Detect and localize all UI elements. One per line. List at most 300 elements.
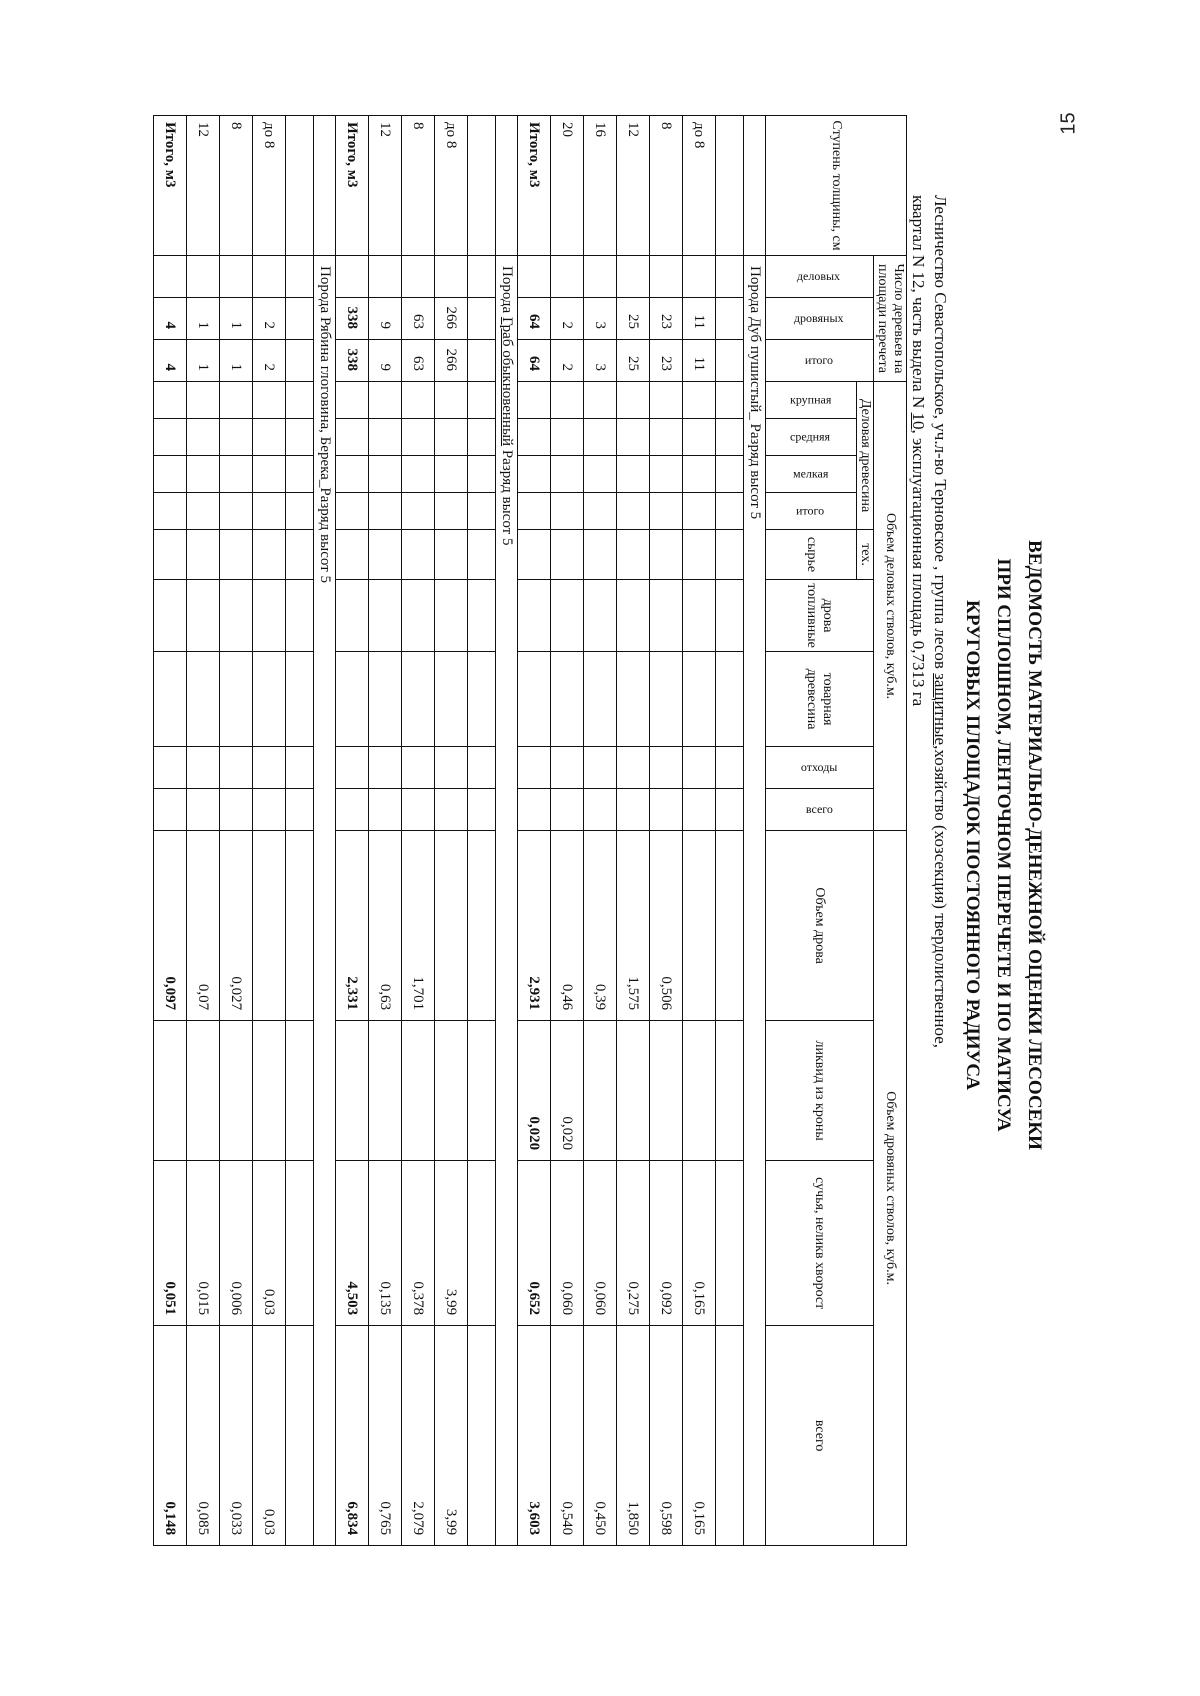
- cell-vsego: 0,033: [219, 1326, 252, 1546]
- cell-drovyanykh: 23: [649, 298, 682, 340]
- empty-cell: [467, 256, 495, 298]
- cell-likvid: [368, 1021, 401, 1161]
- cell-likvid: [401, 1021, 434, 1161]
- header-tovarnaya: товарная древесина: [765, 652, 873, 747]
- header-syrye: сырье: [765, 530, 856, 580]
- table-row: [401, 116, 434, 1546]
- empty-cell: [649, 789, 682, 831]
- header-suchya: сучья, неликв хворост: [765, 1161, 873, 1326]
- cell-drovyanykh: 25: [616, 298, 649, 340]
- cell-delovykh: [252, 256, 285, 298]
- empty-cell: [252, 493, 285, 530]
- cell-drovyanykh: 1: [219, 298, 252, 340]
- empty-cell: [401, 789, 434, 831]
- header-vol-drovyanykh: Объем дровяных стволов, куб.м.: [873, 831, 906, 1546]
- empty-cell: [616, 747, 649, 789]
- empty-cell: [153, 789, 186, 831]
- header-delovaya: Деловая древесина: [856, 382, 873, 530]
- cell-suchya: 4,503: [335, 1161, 368, 1326]
- table-row: [682, 116, 715, 1546]
- empty-cell: [153, 747, 186, 789]
- empty-cell: [715, 456, 743, 493]
- species-row: [313, 116, 335, 1546]
- empty-cell: [517, 419, 550, 456]
- empty-cell: [285, 256, 313, 298]
- cell-drovyanykh: 2: [550, 298, 583, 340]
- meta-line-1: Лесничество Севастопольское, уч.л-во Терновское , группа лесов защитные,хозяйство (хозсекция) твердолиственное,: [931, 195, 950, 1049]
- empty-cell: [186, 652, 219, 747]
- header-row-1: [873, 116, 906, 1546]
- cell-suchya: 0,378: [401, 1161, 434, 1326]
- empty-cell: [682, 493, 715, 530]
- cell-likvid: [186, 1021, 219, 1161]
- empty-cell: [682, 530, 715, 580]
- empty-cell: [434, 747, 467, 789]
- species-label: [313, 256, 335, 1546]
- spacer-row: [715, 116, 743, 1546]
- cell-drovyanykh: 63: [401, 298, 434, 340]
- empty-cell: [715, 530, 743, 580]
- cell-suchya: 0,006: [219, 1161, 252, 1326]
- empty-cell: [616, 493, 649, 530]
- empty-cell: [186, 456, 219, 493]
- empty-cell: [583, 652, 616, 747]
- empty-cell: [550, 530, 583, 580]
- cell-delovykh: [368, 256, 401, 298]
- species-prefix: Порода: [746, 266, 763, 317]
- cell-obem-drova: 0,097: [153, 831, 186, 1021]
- cell-vsego: 2,079: [401, 1326, 434, 1546]
- empty-cell: [285, 831, 313, 1021]
- cell-vsego: 6,834: [335, 1326, 368, 1546]
- empty-cell: [715, 789, 743, 831]
- header-vol-delovykh: Объем деловых стволов, куб.м.: [873, 382, 906, 831]
- empty-cell: [368, 530, 401, 580]
- header-srednyaya: средняя: [765, 419, 856, 456]
- species-prefix: Порода: [498, 266, 515, 317]
- cell-likvid: [616, 1021, 649, 1161]
- cell-obem-drova: 0,46: [550, 831, 583, 1021]
- empty-cell: [285, 1161, 313, 1326]
- empty-cell: [401, 456, 434, 493]
- cell-delovykh: [186, 256, 219, 298]
- empty-cell: [186, 580, 219, 652]
- cell-likvid: [335, 1021, 368, 1161]
- empty-cell: [434, 652, 467, 747]
- species-prefix: Порода: [316, 266, 333, 317]
- cell-step: 8: [649, 116, 682, 256]
- empty-cell: [434, 419, 467, 456]
- cell-drovyanykh: 338: [335, 298, 368, 340]
- empty-cell: [583, 747, 616, 789]
- header-drovyanykh: дровяных: [765, 298, 873, 340]
- spacer-row: [467, 116, 495, 1546]
- empty-cell: [715, 747, 743, 789]
- species-name: Граб обыкновенный: [498, 316, 515, 447]
- empty-cell: [368, 747, 401, 789]
- cell-delovykh: [649, 256, 682, 298]
- empty-cell: [715, 831, 743, 1021]
- empty-cell: [434, 580, 467, 652]
- empty-cell: [153, 530, 186, 580]
- cell-obem-drova: 0,63: [368, 831, 401, 1021]
- empty-cell: [335, 652, 368, 747]
- empty-cell: [715, 298, 743, 340]
- cell-likvid: 0,020: [550, 1021, 583, 1161]
- meta-line-2: квартал N 12, часть выдела N 10, эксплуатационная площадь 0,7313 га: [909, 195, 928, 707]
- cell-step: 12: [186, 116, 219, 256]
- page-number: 15: [1057, 112, 1080, 135]
- empty-cell: [368, 382, 401, 419]
- empty-cell: [682, 456, 715, 493]
- empty-cell: [517, 530, 550, 580]
- table-row: [252, 116, 285, 1546]
- empty-cell: [467, 831, 495, 1021]
- cell-vsego: 0,765: [368, 1326, 401, 1546]
- empty-cell: [715, 340, 743, 382]
- cell-likvid: 0,020: [517, 1021, 550, 1161]
- empty-cell: [583, 580, 616, 652]
- species-label: [495, 256, 517, 1546]
- cell-itogo: 1: [219, 340, 252, 382]
- empty-cell: [583, 530, 616, 580]
- cell-likvid: [153, 1021, 186, 1161]
- empty-cell: [285, 580, 313, 652]
- valuation-table: [153, 115, 907, 1546]
- cell-step: 12: [368, 116, 401, 256]
- empty-cell: [682, 789, 715, 831]
- empty-cell: [252, 580, 285, 652]
- cell-obem-drova: 0,027: [219, 831, 252, 1021]
- empty-cell: [186, 789, 219, 831]
- cell-suchya: 0,015: [186, 1161, 219, 1326]
- empty-cell: [335, 419, 368, 456]
- species-empty-cell: [495, 116, 517, 256]
- empty-cell: [153, 382, 186, 419]
- cell-obem-drova: 2,331: [335, 831, 368, 1021]
- species-row: [743, 116, 765, 1546]
- cell-drovyanykh: 2: [252, 298, 285, 340]
- cell-suchya: 0,051: [153, 1161, 186, 1326]
- empty-cell: [186, 382, 219, 419]
- empty-cell: [401, 652, 434, 747]
- empty-cell: [467, 789, 495, 831]
- empty-cell: [517, 456, 550, 493]
- empty-cell: [368, 580, 401, 652]
- cell-obem-drova: [252, 831, 285, 1021]
- empty-cell: [715, 382, 743, 419]
- cell-delovykh: [153, 256, 186, 298]
- empty-cell: [153, 580, 186, 652]
- empty-cell: [219, 493, 252, 530]
- empty-cell: [153, 493, 186, 530]
- empty-cell: [715, 1161, 743, 1326]
- empty-cell: [285, 419, 313, 456]
- empty-cell: [401, 382, 434, 419]
- cell-itogo: 63: [401, 340, 434, 382]
- total-row: [153, 116, 186, 1546]
- header-vsego: всего: [765, 789, 873, 831]
- cell-itogo: 2: [550, 340, 583, 382]
- cell-suchya: 0,165: [682, 1161, 715, 1326]
- header-obem-drova: Объем дрова: [765, 831, 873, 1021]
- empty-cell: [616, 580, 649, 652]
- cell-step: 8: [219, 116, 252, 256]
- empty-cell: [153, 456, 186, 493]
- empty-cell: [219, 456, 252, 493]
- cell-likvid: [583, 1021, 616, 1161]
- empty-cell: [715, 1021, 743, 1161]
- empty-cell: [434, 530, 467, 580]
- cell-suchya: 0,652: [517, 1161, 550, 1326]
- empty-cell: [252, 530, 285, 580]
- empty-cell: [467, 419, 495, 456]
- empty-cell: [219, 530, 252, 580]
- empty-cell: [467, 1161, 495, 1326]
- empty-cell: [368, 493, 401, 530]
- empty-cell: [550, 382, 583, 419]
- table-row: [583, 116, 616, 1546]
- header-likvid: ликвид из кроны: [765, 1021, 873, 1161]
- table-row: [219, 116, 252, 1546]
- empty-cell: [434, 382, 467, 419]
- empty-cell: [715, 256, 743, 298]
- total-row: [517, 116, 550, 1546]
- cell-likvid: [682, 1021, 715, 1161]
- species-row: [495, 116, 517, 1546]
- empty-cell: [649, 580, 682, 652]
- cell-obem-drova: 0,39: [583, 831, 616, 1021]
- total-row: [335, 116, 368, 1546]
- empty-cell: [368, 419, 401, 456]
- empty-cell: [186, 530, 219, 580]
- empty-cell: [368, 456, 401, 493]
- empty-cell: [467, 1326, 495, 1546]
- empty-cell: [649, 652, 682, 747]
- species-suffix: Разряд высот 5: [316, 487, 333, 583]
- empty-cell: [583, 456, 616, 493]
- empty-cell: [467, 652, 495, 747]
- empty-cell: [550, 493, 583, 530]
- empty-cell: [583, 382, 616, 419]
- empty-cell: [335, 493, 368, 530]
- empty-cell: [715, 493, 743, 530]
- empty-cell: [616, 382, 649, 419]
- cell-suchya: 0,060: [583, 1161, 616, 1326]
- table-row: [434, 116, 467, 1546]
- header-itogo: итого: [765, 340, 873, 382]
- cell-itogo: 11: [682, 340, 715, 382]
- cell-likvid: [649, 1021, 682, 1161]
- empty-cell: [467, 298, 495, 340]
- empty-cell: [649, 747, 682, 789]
- empty-cell: [550, 789, 583, 831]
- empty-cell: [715, 419, 743, 456]
- cell-delovykh: [219, 256, 252, 298]
- header-trees-count: Число деревьев на площади перечета: [873, 256, 906, 382]
- empty-cell: [368, 789, 401, 831]
- cell-vsego: 1,850: [616, 1326, 649, 1546]
- cell-suchya: 0,060: [550, 1161, 583, 1326]
- spacer-row: [285, 116, 313, 1546]
- empty-cell: [285, 456, 313, 493]
- rotated-document: [162, 105, 1050, 1585]
- empty-cell: [517, 652, 550, 747]
- header-step: Ступень толщины, см: [765, 116, 906, 256]
- empty-cell: [252, 747, 285, 789]
- empty-cell: [401, 747, 434, 789]
- empty-cell: [434, 493, 467, 530]
- cell-vsego: 3,603: [517, 1326, 550, 1546]
- species-label: [743, 256, 765, 1546]
- cell-step: до 8: [682, 116, 715, 256]
- cell-suchya: 3,99: [434, 1161, 467, 1326]
- cell-itogo: 338: [335, 340, 368, 382]
- empty-cell: [401, 580, 434, 652]
- empty-cell: [335, 789, 368, 831]
- empty-cell: [401, 419, 434, 456]
- species-name: Дуб пушистый: [746, 316, 763, 413]
- empty-cell: [219, 652, 252, 747]
- table-row: [616, 116, 649, 1546]
- empty-cell: [583, 789, 616, 831]
- header-vsego2: всего: [765, 1326, 873, 1546]
- empty-cell: [467, 530, 495, 580]
- cell-itogo: 2: [252, 340, 285, 382]
- empty-cell: [219, 419, 252, 456]
- cell-step: Итого, м3: [335, 116, 368, 256]
- cell-suchya: 0,03: [252, 1161, 285, 1326]
- table-row: [186, 116, 219, 1546]
- cell-step: 12: [616, 116, 649, 256]
- table-row: [550, 116, 583, 1546]
- empty-cell: [285, 652, 313, 747]
- empty-cell: [434, 456, 467, 493]
- empty-cell: [467, 382, 495, 419]
- cell-suchya: 0,135: [368, 1161, 401, 1326]
- cell-likvid: [252, 1021, 285, 1161]
- empty-cell: [550, 580, 583, 652]
- empty-cell: [434, 789, 467, 831]
- empty-cell: [715, 1326, 743, 1546]
- cell-itogo: 4: [153, 340, 186, 382]
- table-body: [153, 116, 765, 1546]
- cell-vsego: 0,540: [550, 1326, 583, 1546]
- cell-suchya: 0,092: [649, 1161, 682, 1326]
- cell-drovyanykh: 1: [186, 298, 219, 340]
- empty-cell: [715, 580, 743, 652]
- cell-delovykh: [434, 256, 467, 298]
- empty-cell: [186, 493, 219, 530]
- header-row-2: [856, 116, 873, 1546]
- empty-cell: [252, 382, 285, 419]
- empty-cell: [682, 382, 715, 419]
- empty-cell: [583, 419, 616, 456]
- cell-likvid: [219, 1021, 252, 1161]
- cell-vsego: 0,085: [186, 1326, 219, 1546]
- empty-cell: [285, 340, 313, 382]
- title-line-1: ВЕДОМОСТЬ МАТЕРИАЛЬНО-ДЕНЕЖНОЙ ОЦЕНКИ ЛЕСОСЕКИ: [1024, 540, 1045, 1150]
- cell-itogo: 1: [186, 340, 219, 382]
- empty-cell: [285, 116, 313, 256]
- empty-cell: [285, 298, 313, 340]
- cell-obem-drova: 0,07: [186, 831, 219, 1021]
- cell-obem-drova: [682, 831, 715, 1021]
- empty-cell: [682, 652, 715, 747]
- empty-cell: [616, 456, 649, 493]
- cell-step: до 8: [252, 116, 285, 256]
- empty-cell: [285, 789, 313, 831]
- empty-cell: [517, 747, 550, 789]
- species-suffix: Разряд высот 5: [498, 446, 515, 546]
- header-tekh: тех.: [856, 530, 873, 580]
- empty-cell: [616, 530, 649, 580]
- empty-cell: [649, 419, 682, 456]
- empty-cell: [401, 530, 434, 580]
- cell-vsego: 3,99: [434, 1326, 467, 1546]
- empty-cell: [252, 456, 285, 493]
- empty-cell: [219, 747, 252, 789]
- cell-itogo: 266: [434, 340, 467, 382]
- empty-cell: [517, 580, 550, 652]
- cell-drovyanykh: 11: [682, 298, 715, 340]
- empty-cell: [335, 580, 368, 652]
- empty-cell: [285, 747, 313, 789]
- table-row: [368, 116, 401, 1546]
- cell-obem-drova: 1,575: [616, 831, 649, 1021]
- empty-cell: [285, 1021, 313, 1161]
- empty-cell: [682, 580, 715, 652]
- header-drova: дрова топливные: [765, 580, 873, 652]
- cell-itogo: 64: [517, 340, 550, 382]
- cell-step: до 8: [434, 116, 467, 256]
- cell-itogo: 25: [616, 340, 649, 382]
- empty-cell: [467, 493, 495, 530]
- empty-cell: [285, 382, 313, 419]
- cell-delovykh: [335, 256, 368, 298]
- species-suffix: _ Разряд высот 5: [746, 412, 763, 520]
- title-line-3: КРУГОВЫХ ПЛОЩАДОК ПОСТОЯННОГО РАДИУСА: [962, 600, 983, 1090]
- cell-obem-drova: 2,931: [517, 831, 550, 1021]
- empty-cell: [649, 530, 682, 580]
- cell-drovyanykh: 9: [368, 298, 401, 340]
- empty-cell: [550, 419, 583, 456]
- empty-cell: [285, 493, 313, 530]
- cell-suchya: 0,275: [616, 1161, 649, 1326]
- empty-cell: [153, 419, 186, 456]
- empty-cell: [715, 116, 743, 256]
- cell-obem-drova: 0,506: [649, 831, 682, 1021]
- cell-delovykh: [583, 256, 616, 298]
- empty-cell: [649, 382, 682, 419]
- cell-drovyanykh: 64: [517, 298, 550, 340]
- cell-delovykh: [401, 256, 434, 298]
- title-line-2: ПРИ СПЛОШНОМ, ЛЕНТОЧНОМ ПЕРЕЧЕТЕ И ПО МАТИСУА: [993, 558, 1014, 1132]
- empty-cell: [467, 1021, 495, 1161]
- cell-step: 8: [401, 116, 434, 256]
- empty-cell: [252, 419, 285, 456]
- empty-cell: [616, 419, 649, 456]
- empty-cell: [649, 493, 682, 530]
- empty-cell: [368, 652, 401, 747]
- header-melkaya: мелкая: [765, 456, 856, 493]
- cell-itogo: 3: [583, 340, 616, 382]
- cell-step: Итого, м3: [517, 116, 550, 256]
- empty-cell: [186, 419, 219, 456]
- empty-cell: [285, 530, 313, 580]
- empty-cell: [467, 747, 495, 789]
- empty-cell: [649, 456, 682, 493]
